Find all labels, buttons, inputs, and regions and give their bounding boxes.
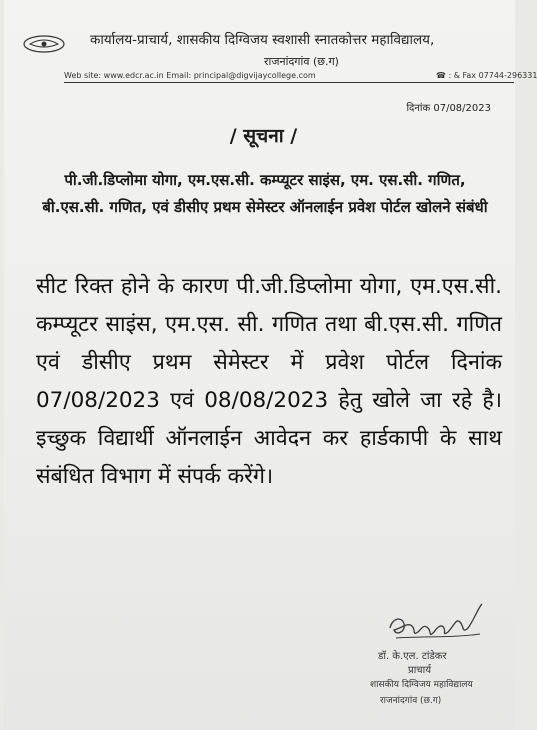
website-email: Web site: www.edcr.ac.in Email: principal@digvijaycollege.com	[64, 71, 316, 80]
contact-line	[64, 71, 537, 80]
letterhead	[4, 0, 537, 92]
notice-title: / सूचना /	[229, 125, 298, 147]
handwritten-signature-icon	[382, 598, 492, 648]
notice-paper	[4, 0, 537, 730]
notice-subject: पी.जी.डिप्लोमा योगा, एम.एस.सी. कम्प्यूटर साइंस, एम. एस.सी. गणित, बी.एस.सी. गणित, एवं डीसीए प्रथम सेमेस्टर ऑनलाईन प्रवेश पोर्टल खोलने संबंधी	[42, 171, 488, 216]
header-divider	[64, 82, 514, 83]
office-city: राजनांदगांव (छ.ग)	[264, 55, 339, 68]
office-name: कार्यालय-प्राचार्य, शासकीय दिग्विजय स्वशासी स्नातकोत्तर महाविद्यालय,	[90, 32, 435, 48]
notice-body: सीट रिक्त होने के कारण पी.जी.डिप्लोमा योगा, एम.एस.सी. कम्प्यूटर साइंस, एम.एस. सी. गणित तथा बी.एस.सी. गणित एवं डीसीए प्रथम सेमेस्टर में प्रवेश पोर्टल दिनांक 07/08/2023 एवं 08/08/2023 हेतु खोले जा रहे है। इच्छुक विद्यार्थी ऑनलाईन आवेदन कर हार्डकापी के साथ संबंधित विभाग में संपर्क करेंगे।	[36, 274, 502, 489]
phone-fax: ☎ : & Fax 07744-296331	[436, 71, 537, 80]
signatory-city: राजनांदगांव (छ.ग)	[380, 696, 442, 706]
signatory-college: शासकीय दिग्विजय महाविद्यालय	[370, 680, 473, 690]
signatory-title: प्राचार्य	[408, 665, 432, 676]
college-emblem-icon	[22, 34, 66, 54]
notice-date: दिनांक 07/08/2023	[406, 103, 491, 114]
signatory-name: डॉ. के.एल. टांडेकर	[378, 651, 447, 662]
